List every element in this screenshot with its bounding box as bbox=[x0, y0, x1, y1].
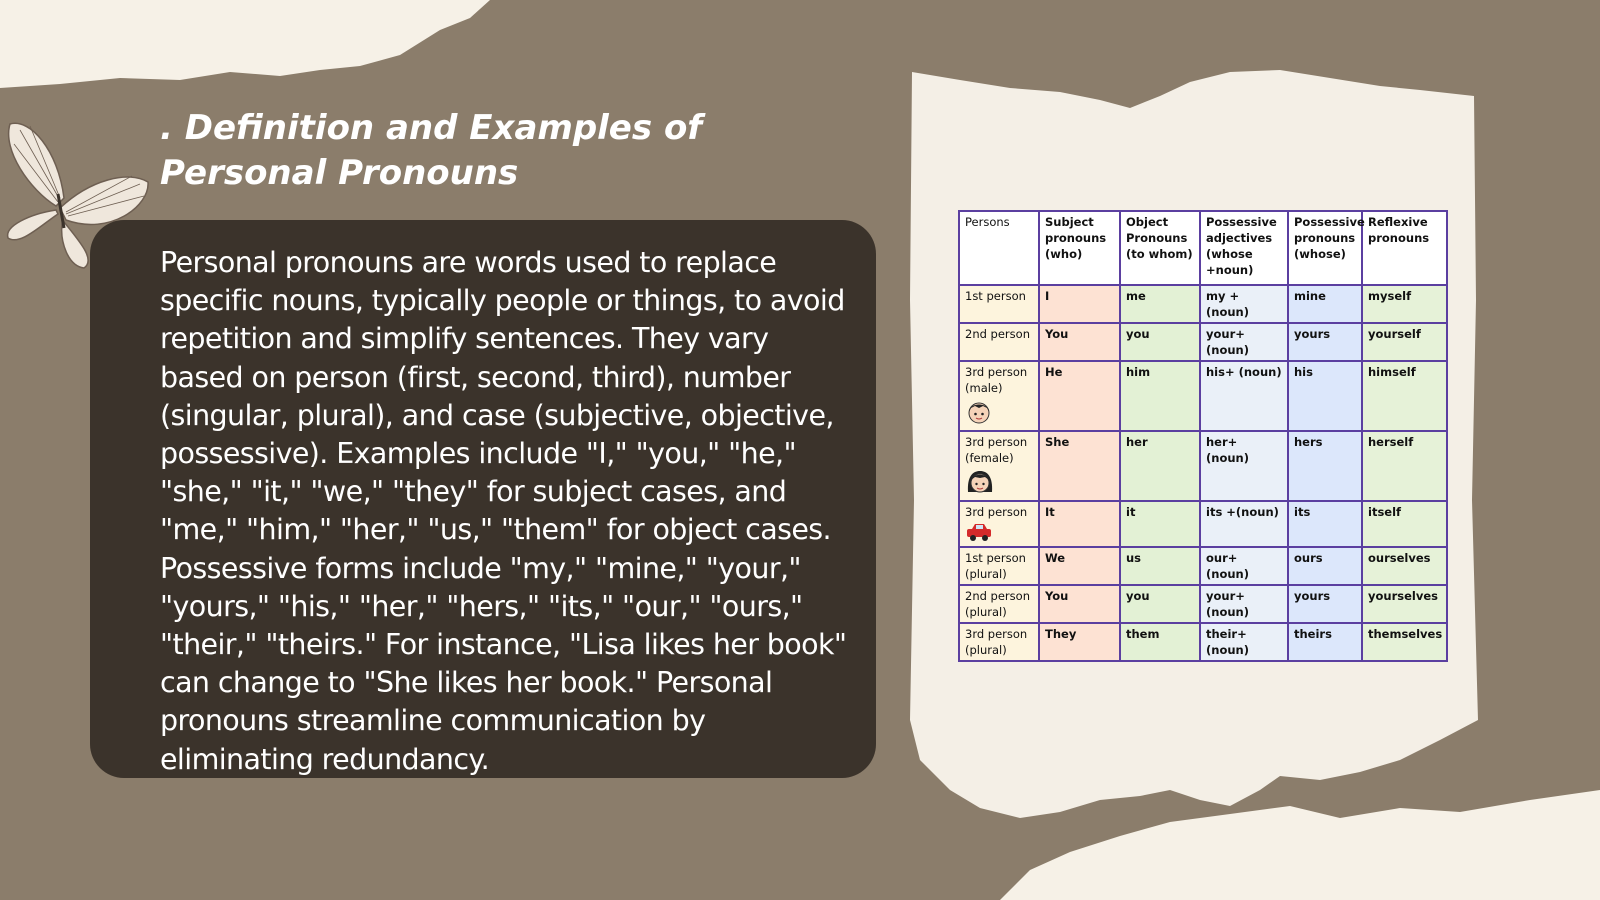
subject-cell: You bbox=[1039, 323, 1120, 361]
poss-pro-cell: yours bbox=[1288, 323, 1362, 361]
person-cell: 2nd person (plural) bbox=[959, 585, 1039, 623]
table-row bbox=[959, 501, 1447, 547]
person-cell: 2nd person bbox=[959, 323, 1039, 361]
object-cell: us bbox=[1120, 547, 1200, 585]
poss-adj-cell: their+(noun) bbox=[1200, 623, 1288, 661]
poss-pro-cell: yours bbox=[1288, 585, 1362, 623]
poss-adj-cell: its +(noun) bbox=[1200, 501, 1288, 547]
reflexive-cell: itself bbox=[1362, 501, 1447, 547]
subject-cell: You bbox=[1039, 585, 1120, 623]
subject-cell: We bbox=[1039, 547, 1120, 585]
object-cell: you bbox=[1120, 585, 1200, 623]
poss-pro-cell: hers bbox=[1288, 431, 1362, 501]
subject-cell: She bbox=[1039, 431, 1120, 501]
person-cell-with-icon bbox=[959, 431, 1039, 501]
header-persons: Persons bbox=[959, 211, 1039, 285]
table-header-row bbox=[959, 211, 1447, 285]
girl-face-icon bbox=[965, 468, 995, 496]
reflexive-cell: herself bbox=[1362, 431, 1447, 501]
pronoun-table bbox=[958, 210, 1448, 662]
object-cell: her bbox=[1120, 431, 1200, 501]
person-label: 3rd person (male) bbox=[965, 365, 1028, 395]
reflexive-cell: themselves bbox=[1362, 623, 1447, 661]
torn-paper-bottom-right bbox=[1000, 790, 1600, 900]
subject-cell: They bbox=[1039, 623, 1120, 661]
person-label: 3rd person bbox=[965, 505, 1028, 519]
poss-pro-cell: its bbox=[1288, 501, 1362, 547]
object-cell: him bbox=[1120, 361, 1200, 431]
subject-cell: It bbox=[1039, 501, 1120, 547]
table-row bbox=[959, 285, 1447, 323]
poss-pro-cell: his bbox=[1288, 361, 1362, 431]
header-poss-adj: Possessive adjectives (whose +noun) bbox=[1200, 211, 1288, 285]
header-subject: Subject pronouns (who) bbox=[1039, 211, 1120, 285]
object-cell: me bbox=[1120, 285, 1200, 323]
table-row bbox=[959, 431, 1447, 501]
poss-adj-cell: his+ (noun) bbox=[1200, 361, 1288, 431]
header-reflexive: Reflexive pronouns bbox=[1362, 211, 1447, 285]
reflexive-cell: ourselves bbox=[1362, 547, 1447, 585]
table-row bbox=[959, 623, 1447, 661]
person-label: 3rd person (female) bbox=[965, 435, 1028, 465]
table-row bbox=[959, 585, 1447, 623]
toy-car-icon bbox=[965, 522, 993, 542]
reflexive-cell: himself bbox=[1362, 361, 1447, 431]
poss-pro-cell: theirs bbox=[1288, 623, 1362, 661]
body-paragraph: Personal pronouns are words used to replace specific nouns, typically people or things, to avoid repetition and simplify sentences. They vary based on person (first, second, third), number (singular, plural), and case (subjective, objective, possessive). Examples include "I," "you," "he," "she," "it," "we," "they" for subject cases, and "me," "him," "her," "us," "them" for object cases. Possessive forms include "my," "mine," "your," "yours," "his," "her," "hers," "its," "our," "ours," "their," "theirs." For instance, "Lisa likes her book" can change to "She likes her book." Personal pronouns streamline communication by eliminating redundancy. bbox=[160, 246, 847, 776]
reflexive-cell: yourself bbox=[1362, 323, 1447, 361]
person-cell: 1st person (plural) bbox=[959, 547, 1039, 585]
subject-cell: He bbox=[1039, 361, 1120, 431]
object-cell: them bbox=[1120, 623, 1200, 661]
person-cell-with-icon bbox=[959, 361, 1039, 431]
poss-adj-cell: your+(noun) bbox=[1200, 323, 1288, 361]
header-poss-pro: Possessive pronouns (whose) bbox=[1288, 211, 1362, 285]
header-object: Object Pronouns (to whom) bbox=[1120, 211, 1200, 285]
poss-pro-cell: ours bbox=[1288, 547, 1362, 585]
person-cell-with-icon bbox=[959, 501, 1039, 547]
poss-adj-cell: my +(noun) bbox=[1200, 285, 1288, 323]
person-cell: 3rd person (plural) bbox=[959, 623, 1039, 661]
table-row bbox=[959, 361, 1447, 431]
object-cell: you bbox=[1120, 323, 1200, 361]
person-cell: 1st person bbox=[959, 285, 1039, 323]
table-row bbox=[959, 547, 1447, 585]
poss-adj-cell: your+ (noun) bbox=[1200, 585, 1288, 623]
object-cell: it bbox=[1120, 501, 1200, 547]
poss-adj-cell: her+ (noun) bbox=[1200, 431, 1288, 501]
torn-paper-top-left bbox=[0, 0, 490, 88]
poss-pro-cell: mine bbox=[1288, 285, 1362, 323]
boy-face-icon bbox=[965, 398, 993, 426]
reflexive-cell: yourselves bbox=[1362, 585, 1447, 623]
reflexive-cell: myself bbox=[1362, 285, 1447, 323]
subject-cell: I bbox=[1039, 285, 1120, 323]
table-row bbox=[959, 323, 1447, 361]
poss-adj-cell: our+ (noun) bbox=[1200, 547, 1288, 585]
slide-title: . Definition and Examples of Personal Pronouns bbox=[160, 108, 703, 193]
